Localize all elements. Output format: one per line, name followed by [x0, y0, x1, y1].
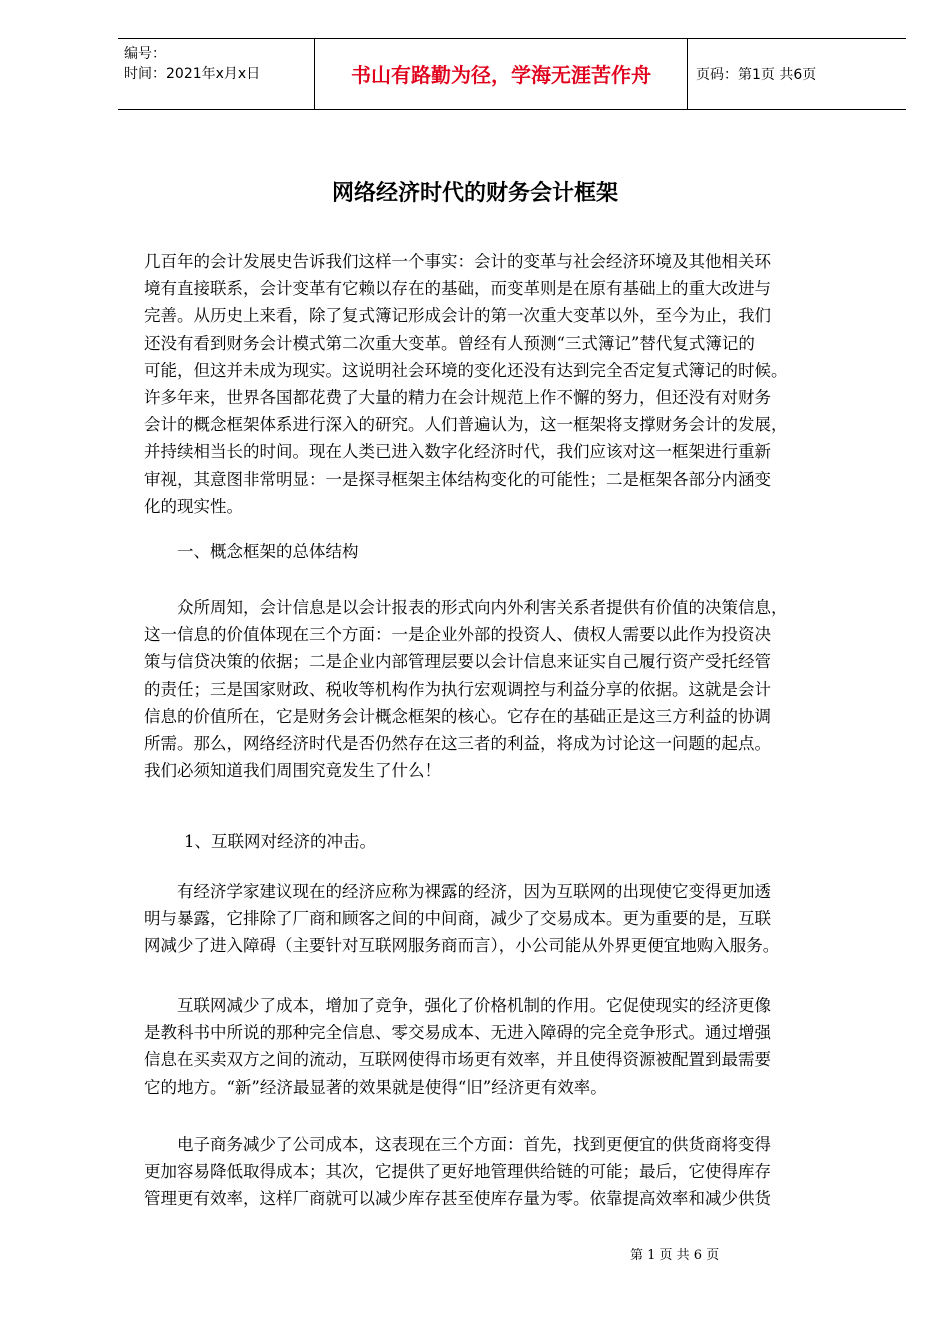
header-page-info: 页码：第1页 共6页	[696, 67, 817, 83]
text-line: 并持续相当长的时间。现在人类已进入数字化经济时代，我们应该对这一框架进行重新	[144, 442, 771, 462]
header-table	[118, 38, 906, 110]
text-line: 是教科书中所说的那种完全信息、零交易成本、无进入障碍的完全竞争形式。通过增强	[144, 1023, 771, 1043]
page-footer: 第 1 页 共 6 页	[630, 1248, 720, 1263]
text-line: 它的地方。“新”经济最显著的效果就是使得“旧”经济更有效率。	[144, 1077, 607, 1097]
text-line: 境有直接联系，会计变革有它赖以存在的基础，而变革则是在原有基础上的重大改进与	[144, 279, 771, 299]
text-line: 许多年来，世界各国都花费了大量的精力在会计规范上作不懈的努力，但还没有对财务	[144, 388, 771, 408]
text-line: 会计的概念框架体系进行深入的研究。人们普遍认为，这一框架将支撑财务会计的发展，	[144, 415, 788, 435]
text-line: 电子商务减少了公司成本，这表现在三个方面：首先，找到更便宜的供货商将变得	[144, 1135, 771, 1154]
paragraph-competition	[144, 992, 884, 1101]
paragraph-intro	[144, 248, 884, 520]
text-line: 可能，但这并未成为现实。这说明社会环境的变化还没有达到完全否定复式簿记的时候。	[144, 360, 788, 380]
text-line: 化的现实性。	[144, 496, 243, 516]
text-line: 有经济学家建议现在的经济应称为裸露的经济，因为互联网的出现使它变得更加透	[144, 882, 771, 901]
header-left-cell	[118, 39, 314, 109]
document-number-label: 编号：	[124, 46, 166, 62]
text-line: 更加容易降低取得成本；其次，它提供了更好地管理供给链的可能；最后，它使得库存	[144, 1162, 771, 1182]
text-line: 所需。那么，网络经济时代是否仍然存在这三者的利益，将成为讨论这一问题的起点。	[144, 734, 771, 754]
section-heading-1: 一、概念框架的总体结构	[144, 542, 359, 561]
text-line: 还没有看到财务会计模式第二次重大变革。曾经有人预测“三式簿记”替代复式簿记的	[144, 333, 755, 353]
text-line: 互联网减少了成本，增加了竞争，强化了价格机制的作用。它促使现实的经济更像	[144, 996, 771, 1015]
text-line: 网减少了进入障碍（主要针对互联网服务商而言），小公司能从外界更便宜地购入服务。	[144, 936, 780, 956]
text-line: 几百年的会计发展史告诉我们这样一个事实：会计的变革与社会经济环境及其他相关环	[144, 252, 771, 271]
document-time-label: 时间：2021年x月x日	[124, 66, 261, 82]
header-motto-cell	[314, 39, 688, 109]
text-line: 这一信息的价值体现在三个方面：一是企业外部的投资人、债权人需要以此作为投资决	[144, 625, 771, 645]
text-line: 我们必须知道我们周围究竟发生了什么！	[144, 761, 441, 781]
text-line: 信息在买卖双方之间的流动，互联网使得市场更有效率，并且使得资源被配置到最需要	[144, 1050, 771, 1070]
document-title: 网络经济时代的财务会计框架	[331, 180, 618, 206]
text-line: 管理更有效率，这样厂商就可以减少库存甚至使库存量为零。依靠提高效率和减少供货	[144, 1189, 771, 1209]
text-line: 信息的价值所在，它是财务会计概念框架的核心。它存在的基础正是这三方利益的协调	[144, 706, 771, 726]
text-line: 审视，其意图非常明显：一是探寻框架主体结构变化的可能性；二是框架各部分内涵变	[144, 469, 771, 489]
paragraph-naked-economy	[144, 878, 884, 960]
subsection-heading-1: 1、互联网对经济的冲击。	[184, 832, 376, 851]
text-line: 明与暴露，它排除了厂商和顾客之间的中间商，减少了交易成本。更为重要的是，互联	[144, 909, 771, 929]
paragraph-ecommerce	[144, 1131, 884, 1213]
header-page-cell	[688, 39, 906, 109]
text-line: 众所周知，会计信息是以会计报表的形式向内外利害关系者提供有价值的决策信息，	[144, 598, 788, 617]
text-line: 策与信贷决策的依据；二是企业内部管理层要以会计信息来证实自己履行资产受托经管	[144, 652, 771, 672]
text-line: 的责任；三是国家财政、税收等机构作为执行宏观调控与利益分享的依据。这就是会计	[144, 679, 771, 699]
header-motto: 书山有路勤为径，学海无涯苦作舟	[351, 63, 651, 87]
paragraph-value-of-info	[144, 594, 884, 784]
text-line: 完善。从历史上来看，除了复式簿记形成会计的第一次重大变革以外，至今为止，我们	[144, 306, 771, 326]
